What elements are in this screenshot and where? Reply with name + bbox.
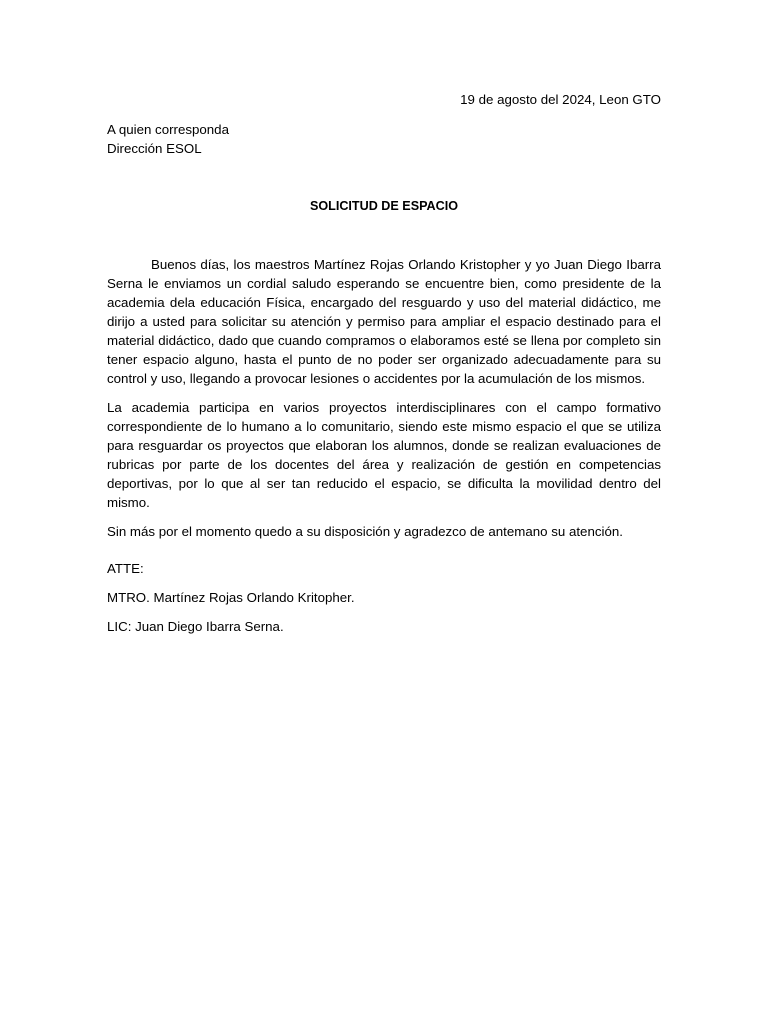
- recipient-line-1: A quien corresponda: [107, 122, 229, 137]
- recipient-block: [107, 120, 229, 158]
- body-paragraph-1: Buenos días, los maestros Martínez Rojas Orlando Kristopher y yo Juan Diego Ibarra Serna le enviamos un cordial saludo esperando se encuentre bien, como presidente de la academia dela educación Física, encargado del resguardo y uso del material didáctico, me dirijo a usted para solicitar su atención y permiso para ampliar el espacio destinado para el material didáctico, dado que cuando compramos o elaboramos esté se llena por completo sin tener espacio alguno, hasta el punto de no poder ser organizado adecuadamente para su control y uso, llegando a provocar lesiones o accidentes por la acumulación de los mismos.: [107, 257, 661, 386]
- letter-title: SOLICITUD DE ESPACIO: [309, 199, 459, 213]
- letter-body: [107, 255, 661, 551]
- body-paragraph-2: La academia participa en varios proyectos interdisciplinares con el campo formativo correspondiente de lo humano a lo comunitario, siendo este mismo espacio el que se utiliza para resguardar os proyectos que elaboran los alumnos, donde se realizan evaluaciones de rubricas por parte de los docentes del área y realización de gestión en competencias deportivas, por lo que al ser tan reducido el espacio, se dificulta la movilidad dentro del mismo.: [107, 400, 661, 510]
- body-paragraph-3: Sin más por el momento quedo a su disposición y agradezco de antemano su atención.: [107, 524, 623, 539]
- date-line: 19 de agosto del 2024, Leon GTO: [460, 92, 661, 107]
- signer-2: LIC: Juan Diego Ibarra Serna.: [107, 619, 284, 634]
- signer-1: MTRO. Martínez Rojas Orlando Kritopher.: [107, 590, 355, 605]
- closing-block: [107, 559, 355, 646]
- closing-atte: ATTE:: [107, 561, 144, 576]
- recipient-line-2: Dirección ESOL: [107, 141, 202, 156]
